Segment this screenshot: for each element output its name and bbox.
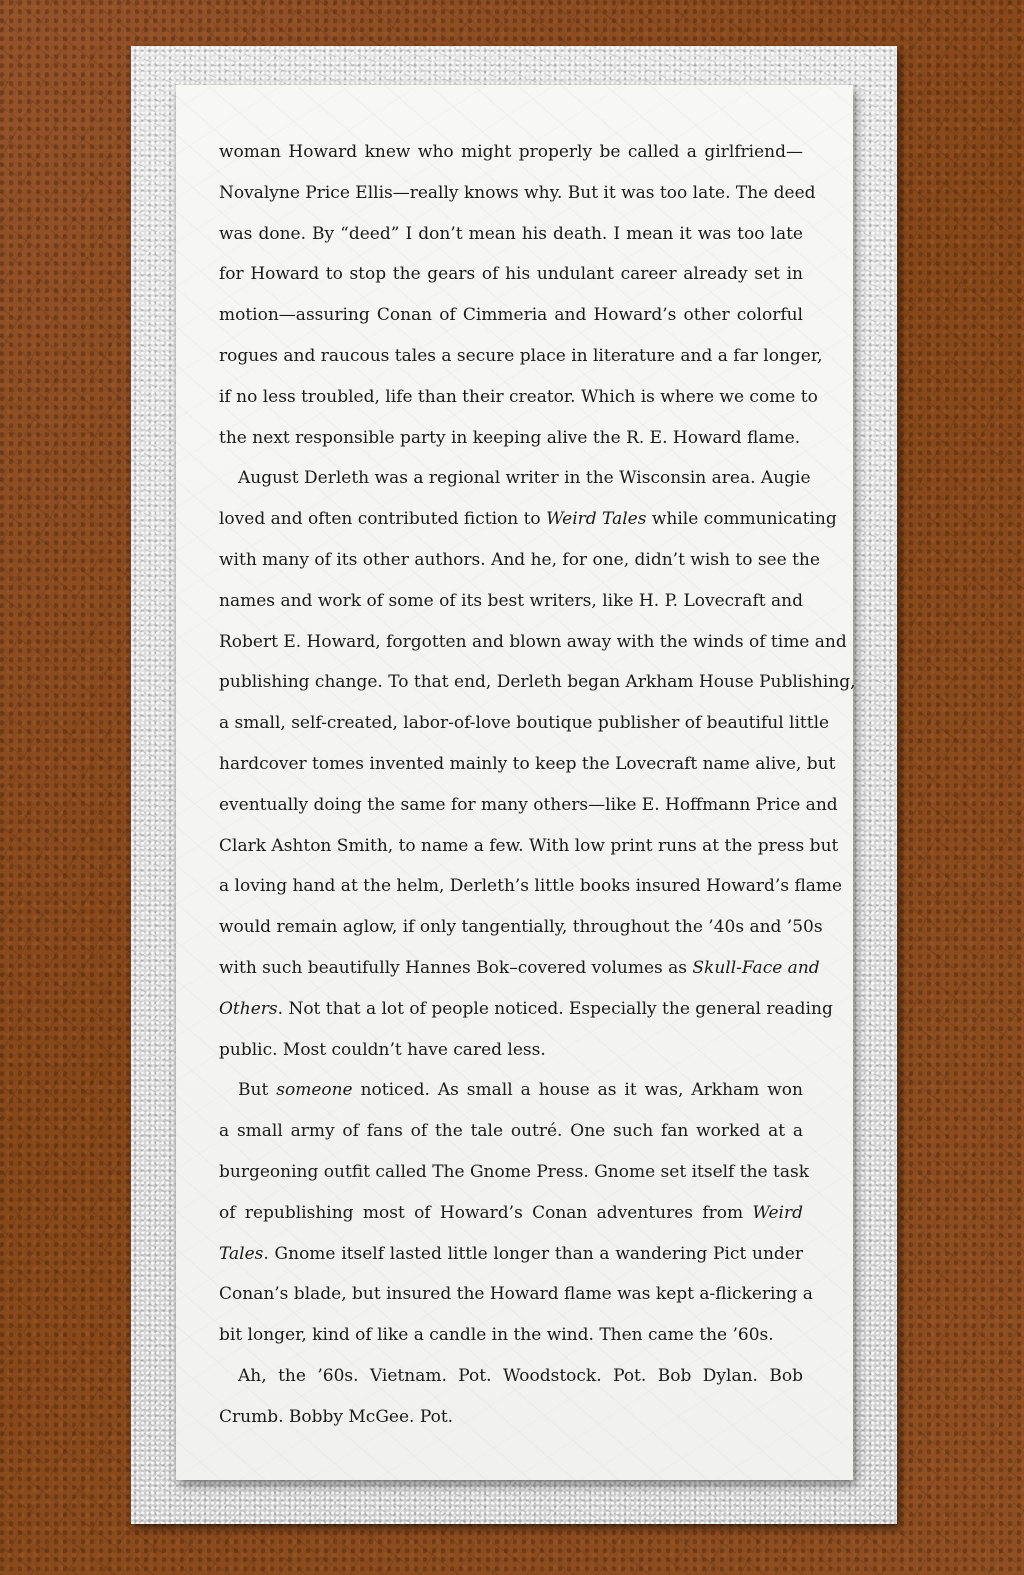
text-run: public. Most couldn’t have cared less. bbox=[219, 1039, 546, 1060]
italic-title: Weird bbox=[752, 1202, 803, 1223]
body-text bbox=[219, 132, 856, 1438]
text-run: rogues and raucous tales a secure place in literature and a far longer, bbox=[219, 345, 823, 366]
text-line bbox=[219, 1030, 803, 1071]
text-run: if no less troubled, life than their creator. Which is where we come to bbox=[219, 386, 818, 407]
text-line bbox=[219, 866, 843, 907]
text-run: bit longer, kind of like a candle in the wind. Then came the ’60s. bbox=[219, 1325, 774, 1346]
text-run: the next responsible party in keeping alive the R. E. Howard flame. bbox=[219, 427, 801, 448]
text-line bbox=[219, 173, 816, 214]
text-run: publishing change. To that end, Derleth began Arkham House Publishing, bbox=[219, 672, 856, 693]
text-line bbox=[219, 132, 803, 173]
text-run: motion—assuring Conan of Cimmeria and Howard’s other colorful bbox=[219, 305, 803, 326]
text-line bbox=[219, 458, 811, 499]
italic-title: Tales bbox=[219, 1243, 264, 1264]
text-line bbox=[219, 1193, 803, 1234]
italic-title: Others bbox=[219, 998, 278, 1019]
text-run: hardcover tomes invented mainly to keep the Lovecraft name alive, but bbox=[219, 753, 836, 774]
text-run: Ah, the ’60s. Vietnam. Pot. Woodstock. Pot. Bob Dylan. Bob bbox=[238, 1365, 803, 1386]
text-run: . Not that a lot of people noticed. Especially the general reading bbox=[277, 998, 833, 1019]
text-line bbox=[219, 581, 803, 622]
text-run: burgeoning outfit called The Gnome Press. Gnome set itself the task bbox=[219, 1161, 809, 1182]
text-run: a loving hand at the helm, Derleth’s little books insured Howard’s flame bbox=[219, 876, 843, 897]
text-run: . Gnome itself lasted little longer than a wandering Pict under bbox=[263, 1243, 803, 1264]
text-run: while communicating bbox=[646, 509, 837, 530]
text-run: Robert E. Howard, forgotten and blown away with the winds of time and bbox=[219, 631, 847, 652]
text-line bbox=[219, 703, 830, 744]
text-line bbox=[219, 785, 838, 826]
text-line bbox=[219, 254, 803, 295]
paragraph bbox=[219, 132, 823, 458]
text-line bbox=[219, 744, 836, 785]
text-run: Conan’s blade, but insured the Howard flame was kept a-flickering a bbox=[219, 1284, 813, 1305]
text-line bbox=[219, 1356, 803, 1397]
text-line bbox=[219, 662, 856, 703]
text-run: for Howard to stop the gears of his undulant career already set in bbox=[219, 264, 803, 285]
text-line bbox=[219, 1397, 803, 1438]
text-line bbox=[219, 295, 803, 336]
text-line bbox=[219, 907, 823, 948]
paragraph bbox=[219, 1356, 803, 1438]
text-line bbox=[219, 1152, 809, 1193]
paragraph bbox=[219, 458, 856, 1070]
text-run: noticed. As small a house as it was, Arkham won bbox=[352, 1080, 803, 1101]
italic-title: Skull-Face and bbox=[692, 957, 820, 978]
text-run: a small, self-created, labor-of-love boutique publisher of beautiful little bbox=[219, 713, 830, 734]
text-line bbox=[219, 1111, 803, 1152]
text-run: Clark Ashton Smith, to name a few. With low print runs at the press but bbox=[219, 835, 839, 856]
text-run: eventually doing the same for many others—like E. Hoffmann Price and bbox=[219, 794, 838, 815]
paragraph bbox=[219, 1070, 813, 1356]
text-line bbox=[219, 1070, 803, 1111]
text-line bbox=[219, 336, 823, 377]
text-run: loved and often contributed fiction to bbox=[219, 509, 547, 530]
text-run: names and work of some of its best writers, like H. P. Lovecraft and bbox=[219, 590, 803, 611]
italic-title: Weird Tales bbox=[546, 509, 647, 530]
italic-title: someone bbox=[276, 1080, 353, 1101]
text-line bbox=[219, 989, 833, 1030]
text-line bbox=[219, 1315, 803, 1356]
text-line bbox=[219, 499, 837, 540]
text-line bbox=[219, 377, 818, 418]
text-run: Crumb. Bobby McGee. Pot. bbox=[219, 1406, 454, 1427]
text-run: with such beautifully Hannes Bok–covered volumes as bbox=[219, 957, 693, 978]
text-run: woman Howard knew who might properly be called a girlfriend— bbox=[219, 142, 803, 162]
text-run: of republishing most of Howard’s Conan adventures from bbox=[219, 1202, 753, 1223]
text-line bbox=[219, 1234, 803, 1275]
text-line bbox=[219, 948, 820, 989]
text-run: Novalyne Price Ellis—really knows why. But it was too late. The deed bbox=[219, 182, 816, 203]
text-run: August Derleth was a regional writer in the Wisconsin area. Augie bbox=[238, 468, 811, 489]
text-line bbox=[219, 826, 839, 867]
text-run: would remain aglow, if only tangentially, throughout the ’40s and ’50s bbox=[219, 917, 823, 938]
text-run: was done. By “deed” I don’t mean his death. I mean it was too late bbox=[219, 223, 803, 244]
text-line bbox=[219, 622, 847, 663]
text-line bbox=[219, 1274, 813, 1315]
text-run: with many of its other authors. And he, for one, didn’t wish to see the bbox=[219, 549, 820, 570]
text-line bbox=[219, 214, 803, 255]
text-line bbox=[219, 418, 803, 459]
text-run: But bbox=[238, 1080, 277, 1101]
text-run: a small army of fans of the tale outré. One such fan worked at a bbox=[219, 1121, 803, 1142]
book-page bbox=[176, 85, 856, 1480]
text-line bbox=[219, 540, 820, 581]
